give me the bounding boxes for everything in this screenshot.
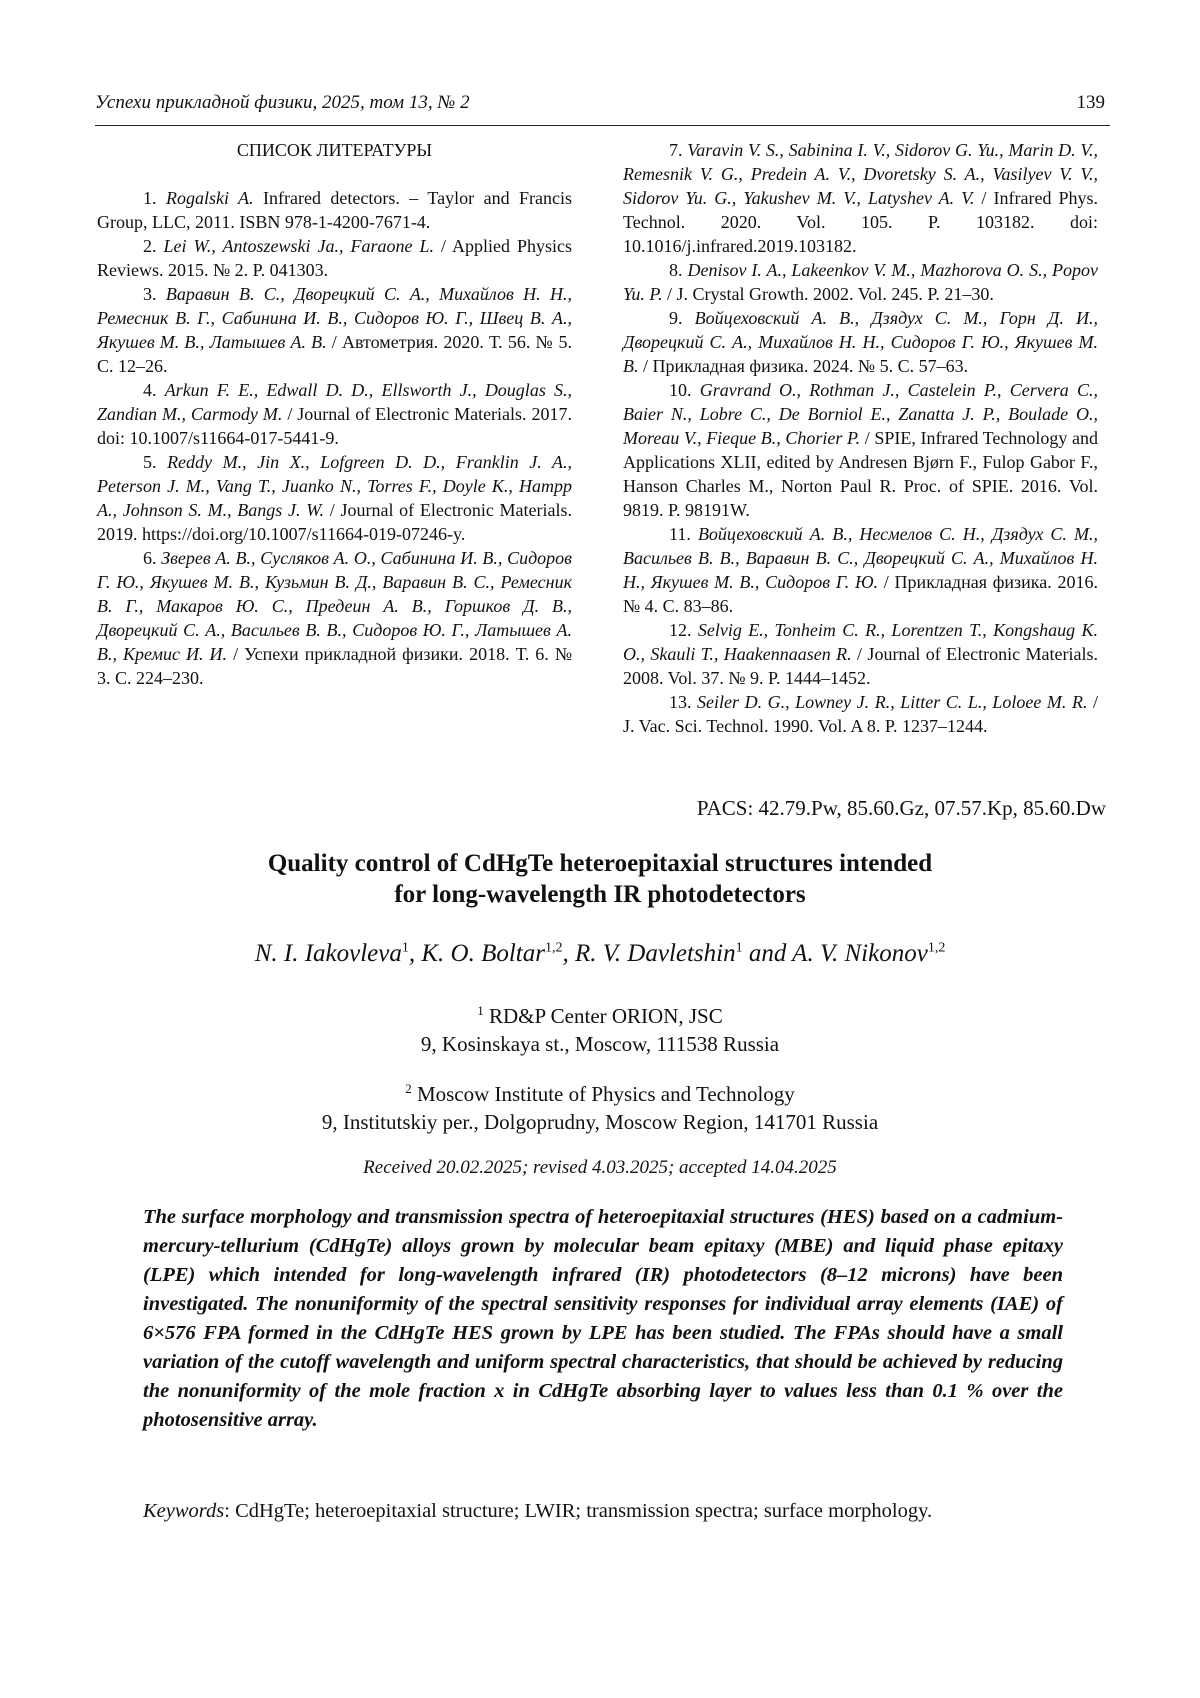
reference-source: Infrared detectors. – Taylor and Francis Group, LLC, 2011. ISBN 978-1-4200-7671-4. <box>97 188 572 232</box>
page-number: 139 <box>1076 92 1105 113</box>
reference-authors: Lei W., Antoszewski Ja., Faraone L. <box>163 236 434 256</box>
affiliation-mark: 1 <box>477 1003 484 1018</box>
affiliation-name: Moscow Institute of Physics and Technology <box>416 1082 795 1106</box>
keywords-list: : CdHgTe; heteroepitaxial structure; LWIR; transmission spectra; surface morphology. <box>224 1500 933 1522</box>
affiliation-name: RD&P Center ORION, JSC <box>489 1004 723 1028</box>
references-left-column <box>97 138 572 690</box>
reference-item: 3. Варавин В. С., Дворецкий С. А., Михайлов Н. Н., Ремесник В. Г., Сабинина И. В., Сидоров Ю. Г., Швец В. А., Якушев М. В., Латышев А. В. / Автометрия. 2020. Т. 56. № 5. С. 12–26. <box>97 284 572 376</box>
reference-item: 4. Arkun F. E., Edwall D. D., Ellsworth J., Douglas S., Zandian M., Carmody M. / Journal of Electronic Materials. 2017. doi: 10.1007/s11664-017-5441-9. <box>97 380 573 448</box>
affiliation-address: 9, Institutskiy per., Dolgoprudny, Moscow Region, 141701 Russia <box>321 1110 879 1134</box>
reference-authors: Войцеховский А. В., Дзядух С. М., Горн Д. И., Дворецкий С. А., Михайлов Н. Н., Сидоров Г. Ю., Якушев М. В. <box>623 308 1099 376</box>
reference-authors: Gravrand O., Rothman J., Castelein P., Cervera C., Baier N., Lobre C., De Borniol E., Zanatta J. P., Boulade O., Moreau V., Fieque B., Chorier P. <box>623 380 1098 448</box>
reference-source: / Applied Physics Reviews. 2015. № 2. P. 041303. <box>97 236 572 280</box>
author-name: A. V. Nikonov <box>792 940 928 967</box>
reference-authors: Войцеховский А. В., Несмелов С. Н., Дзядух С. М., Васильев В. В., Варавин В. С., Дворецкий С. А., Михайлов Н. Н., Якушев М. В., Сидоров Г. Ю. <box>623 524 1098 592</box>
title-line: for long-wavelength IR photodetectors <box>394 881 806 908</box>
reference-item: 8. Denisov I. A., Lakeenkov V. M., Mazhorova O. S., Popov Yu. P. / J. Crystal Growth. 2002. Vol. 245. P. 21–30. <box>623 260 1099 304</box>
reference-authors: Selvig E., Tonheim C. R., Lorentzen T., Kongshaug K. O., Skauli T., Haakennaasen R. <box>623 620 1098 664</box>
abstract: The surface morphology and transmission spectra of heteroepitaxial structures (HES) based on a cadmium-mercury-tellurium (CdHgTe) alloys grown by molecular beam epitaxy (MBE) and liquid phase epitaxy (LPE) which intended for long-wavelength infrared (IR) photodetectors (8–12 microns) have been investigated. The nonuniformity of the spectral sensitivity responses for individual array elements (IAE) of 6×576 FPA formed in the CdHgTe HES grown by LPE has been studied. The FPAs should have a small variation of the cutoff wavelength and uniform spectral characteristics, that should be achieved by reducing the nonuniformity of the mole fraction x in CdHgTe absorbing layer to values less than 0.1 % over the photosensitive array. <box>143 1206 1063 1431</box>
reference-item: 6. Зверев А. В., Сусляков А. О., Сабинина И. В., Сидоров Г. Ю., Якушев М. В., Кузьмин В. Д., Варавин В. С., Ремесник В. Г., Макаров Ю. С., Предеин А. В., Горшков Д. В., Дворецкий С. А., Васильев В. В., Сидоров Ю. Г., Латышев А. В., Кремис И. И. / Успехи прикладной физики. 2018. Т. 6. № 3. С. 224–230. <box>97 548 573 688</box>
reference-source: / J. Vac. Sci. Technol. 1990. Vol. A 8. P. 1237–1244. <box>623 692 1098 736</box>
reference-authors: Reddy M., Jin X., Lofgreen D. D., Franklin J. A., Peterson J. M., Vang T., Juanko N., Torres F., Doyle K., Hampp A., Johnson S. M., Bangs J. W. <box>97 452 572 520</box>
author-affiliation-mark: 1,2 <box>544 940 563 956</box>
journal-name: Успехи прикладной физики, 2025, том 13, № 2 <box>95 92 470 113</box>
reference-source: / J. Crystal Growth. 2002. Vol. 245. P. 21–30. <box>662 284 994 304</box>
reference-item: 7. Varavin V. S., Sabinina I. V., Sidorov G. Yu., Marin D. V., Remesnik V. G., Predein A. V., Dvoretsky S. A., Vasilyev V. V., Sidorov Yu. G., Yakushev M. V., Latyshev A. V. / Infrared Phys. Technol. 2020. Vol. 105. P. 103182. doi: 10.1016/j.infrared.2019.103182. <box>623 140 1098 256</box>
keywords-label: Keywords <box>143 1500 225 1522</box>
reference-item: 5. Reddy M., Jin X., Lofgreen D. D., Franklin J. A., Peterson J. M., Vang T., Juanko N., Torres F., Doyle K., Hampp A., Johnson S. M., Bangs J. W. / Journal of Electronic Materials. 2019. https://doi.org/10.1007/s11664-019-07246-y. <box>97 452 572 544</box>
affiliation-mark: 2 <box>405 1081 412 1096</box>
reference-authors: Seiler D. G., Lowney J. R., Litter C. L., Loloee M. R. <box>697 692 1088 712</box>
reference-authors: Arkun F. E., Edwall D. D., Ellsworth J., Douglas S., Zandian M., Carmody M. <box>97 380 573 424</box>
reference-source: / SPIE, Infrared Technology and Applications XLII, edited by Andresen Bjørn F., Fulop Gabor F., Hanson Charles M., Norton Paul R. Proc. of SPIE. 2016. Vol. 9819. P. 98191W. <box>623 428 1098 520</box>
title-line: Quality control of CdHgTe heteroepitaxial structures intended <box>267 850 933 877</box>
author-name: N. I. Iakovleva <box>254 940 402 967</box>
affiliation <box>130 997 1070 1058</box>
reference-source: / Прикладная физика. 2016. № 4. С. 83–86. <box>623 572 1098 616</box>
header-rule <box>95 125 1110 126</box>
reference-source: / Journal of Electronic Materials. 2008. Vol. 37. № 9. P. 1444–1452. <box>623 644 1099 688</box>
reference-item: 10. Gravrand O., Rothman J., Castelein P., Cervera C., Baier N., Lobre C., De Borniol E., Zanatta J. P., Boulade O., Moreau V., Fieque B., Chorier P. / SPIE, Infrared Technology and Applications XLII, edited by Andresen Bjørn F., Fulop Gabor F., Hanson Charles M., Norton Paul R. Proc. of SPIE. 2016. Vol. 9819. P. 98191W. <box>623 380 1098 520</box>
reference-item: 12. Selvig E., Tonheim C. R., Lorentzen T., Kongshaug K. O., Skauli T., Haakennaasen R. / Journal of Electronic Materials. 2008. Vol. 37. № 9. P. 1444–1452. <box>623 620 1099 688</box>
reference-item: 9. Войцеховский А. В., Дзядух С. М., Горн Д. И., Дворецкий С. А., Михайлов Н. Н., Сидоров Г. Ю., Якушев М. В. / Прикладная физика. 2024. № 5. С. 57–63. <box>623 308 1099 376</box>
reference-authors: Varavin V. S., Sabinina I. V., Sidorov G. Yu., Marin D. V., Remesnik V. G., Predein A. V., Dvoretsky S. A., Vasilyev V. V., Sidorov Yu. G., Yakushev M. V., Latyshev A. V. <box>623 140 1098 208</box>
reference-authors: Denisov I. A., Lakeenkov V. M., Mazhorova O. S., Popov Yu. P. <box>623 260 1099 304</box>
keywords <box>143 1497 1063 1525</box>
author-affiliation-mark: 1,2 <box>927 940 946 956</box>
author-name: R. V. Davletshin <box>574 940 736 967</box>
affiliation <box>130 1075 1070 1136</box>
reference-authors: Варавин В. С., Дворецкий С. А., Михайлов Н. Н., Ремесник В. Г., Сабинина И. В., Сидоров Ю. Г., Швец В. А., Якушев М. В., Латышев А. В. <box>97 284 572 352</box>
affiliation-address: 9, Kosinskaya st., Moscow, 111538 Russia <box>420 1032 780 1056</box>
reference-source: / Journal of Electronic Materials. 2017. doi: 10.1007/s11664-017-5441-9. <box>97 404 572 448</box>
reference-source: / Journal of Electronic Materials. 2019. https://doi.org/10.1007/s11664-019-07246-y. <box>97 500 572 544</box>
author-affiliation-mark: 1 <box>401 940 409 956</box>
pacs-codes: PACS: 42.79.Pw, 85.60.Gz, 07.57.Kp, 85.60.Dw <box>696 796 1106 820</box>
reference-item: 1. Rogalski A. Infrared detectors. – Taylor and Francis Group, LLC, 2011. ISBN 978-1-4200-7671-4. <box>97 188 572 232</box>
reference-item: 13. Seiler D. G., Lowney J. R., Litter C. L., Loloee M. R. / J. Vac. Sci. Technol. 1990. Vol. A 8. P. 1237–1244. <box>623 692 1098 736</box>
author-list: N. I. Iakovleva$^1$, K. O. Boltar$^{1,2}$, R. V. Davletshin$^1$ and A. V. Nikonov$^{1,2}$ <box>254 940 946 967</box>
reference-source: / Прикладная физика. 2024. № 5. С. 57–63. <box>638 356 969 376</box>
reference-authors: Зверев А. В., Сусляков А. О., Сабинина И. В., Сидоров Г. Ю., Якушев М. В., Кузьмин В. Д., Варавин В. С., Ремесник В. Г., Макаров Ю. С., Предеин А. В., Горшков Д. В., Дворецкий С. А., Васильев В. В., Сидоров Ю. Г., Латышев А. В., Кремис И. И. <box>97 548 573 664</box>
running-header <box>95 92 1105 114</box>
reference-authors: Rogalski A. <box>165 188 254 208</box>
author-affiliation-mark: 1 <box>735 940 743 956</box>
received-dates: Received 20.02.2025; revised 4.03.2025; accepted 14.04.2025 <box>363 1157 837 1178</box>
reference-item: 2. Lei W., Antoszewski Ja., Faraone L. / Applied Physics Reviews. 2015. № 2. P. 041303. <box>97 236 572 280</box>
article-title <box>130 848 1070 910</box>
reference-source: / Автометрия. 2020. Т. 56. № 5. С. 12–26. <box>97 332 572 376</box>
references-right-column <box>623 138 1098 738</box>
reference-item: 11. Войцеховский А. В., Несмелов С. Н., Дзядух С. М., Васильев В. В., Варавин В. С., Дворецкий С. А., Михайлов Н. Н., Якушев М. В., Сидоров Г. Ю. / Прикладная физика. 2016. № 4. С. 83–86. <box>623 524 1098 616</box>
references-title: СПИСОК ЛИТЕРАТУРЫ <box>236 140 433 160</box>
reference-source: / Infrared Phys. Technol. 2020. Vol. 105. P. 103182. doi: 10.1016/j.infrared.2019.103182. <box>623 188 1098 256</box>
author-name: K. O. Boltar <box>421 940 545 967</box>
reference-source: / Успехи прикладной физики. 2018. Т. 6. № 3. С. 224–230. <box>97 644 573 688</box>
